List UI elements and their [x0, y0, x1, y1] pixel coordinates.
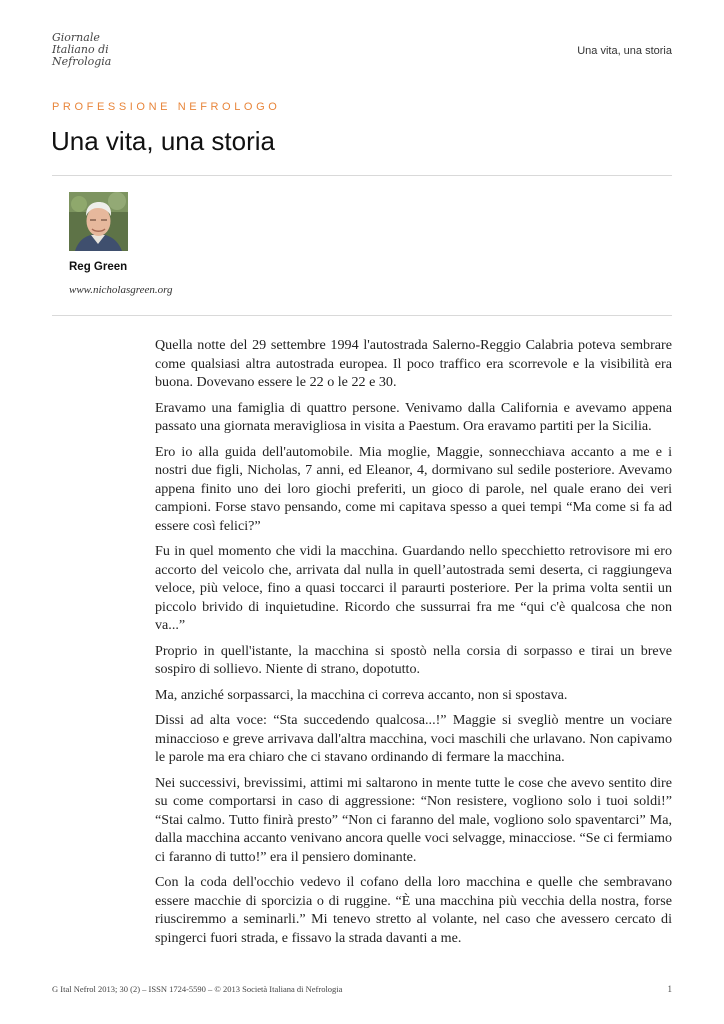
journal-logo-line: Nefrologia: [52, 55, 112, 68]
paragraph: Proprio in quell'istante, la macchina si spostò nella corsia di sorpasso e tirai un breve sospiro di sollievo. Niente di strano, dopotutto.: [155, 642, 672, 677]
paragraph: Eravamo una famiglia di quattro persone. Venivamo dalla California e avevamo appena passato una giornata meravigliosa in visita a Paestum. Ora eravamo partiti per la Sicilia.: [155, 399, 672, 434]
paragraph: Quella notte del 29 settembre 1994 l'autostrada Salerno-Reggio Calabria poteva sembrare come qualsiasi altra autostrada europea. Il poco traffico era scorrevole e la visibilità era buona. Dovevano essere le 22 o le 22 e 30.: [155, 337, 672, 390]
section-label: PROFESSIONE NEFROLOGO: [52, 101, 281, 113]
journal-logo-line: Italiano di: [52, 43, 109, 56]
divider: [52, 175, 672, 176]
divider: [52, 315, 672, 316]
page-number: 1: [667, 984, 672, 994]
paragraph: Con la coda dell'occhio vedevo il cofano della loro macchina e quelle che sembravano essere macchie di sporcizia o di ruggine. “È una macchina più vecchia della nostra, forse riusciremmo a seminarli.” Mi tenevo stretto al volante, nel caso che avessero cercato di spingerci fuori strada, e fissavo la strada davanti a me.: [155, 874, 672, 946]
author-name: Reg Green: [69, 261, 128, 273]
paragraph: Ma, anziché sorpassarci, la macchina ci correva accanto, non si spostava.: [155, 686, 568, 703]
article-body: [155, 336, 672, 948]
paragraph: Nei successivi, brevissimi, attimi mi saltarono in mente tutte le cose che avevo sentito dire su come comportarsi in caso di aggressione: “Non resistere, vogliono solo i tuoi soldi!” “Stai calmo. Tutto finirà presto” “Non ci faranno del male, vogliono solo spaventarci” Ma, dalla macchina accanto venivano ancora quelle voci selvagge, minacciose. “Se ci fermiamo ci faranno di tutto!” era il pensiero dominante.: [155, 774, 672, 865]
journal-logo-line: Giornale: [52, 31, 100, 44]
author-photo: [69, 192, 128, 251]
paragraph: Fu in quel momento che vidi la macchina. Guardando nello specchietto retrovisore mi ero accorto del veicolo che, arrivata dal nulla in quell’autostrada semi deserta, ci raggiungeva veloce, più veloce, fino a quasi toccarci il paraurti posteriore. Per la prima volta sentii un piccolo brivido di inquietudine. Ricordo che sussurrai fra me “qui c'è qualcosa che non va...”: [155, 543, 672, 633]
running-head: Una vita, una storia: [577, 45, 672, 57]
article-title: Una vita, una storia: [51, 126, 276, 156]
author-website: www.nicholasgreen.org: [69, 284, 173, 296]
paragraph: Dissi ad alta voce: “Sta succedendo qualcosa...!” Maggie si svegliò mentre un vociare minaccioso e greve arrivava dall'altra macchina, voci maschili che urlavano. Non capivamo le parole ma era chiaro che ci stavano ordinando di fermare la macchina.: [155, 712, 672, 765]
journal-logo: [52, 32, 111, 68]
paragraph: Ero io alla guida dell'automobile. Mia moglie, Maggie, sonnecchiava accanto a me e i nostri due figli, Nicholas, 7 anni, ed Eleanor, 4, dormivano sul sedile posteriore. Avevamo appena finito uno dei loro giochi preferiti, un gioco di parole, nel quale erano dei veri campioni. Forse stavo pensando, come mi capitava spesso a quei tempi “Ma come si fa ad essere così felici?”: [155, 443, 672, 534]
footer-citation: G Ital Nefrol 2013; 30 (2) – ISSN 1724-5590 – © 2013 Società Italiana di Nefrologia: [52, 984, 343, 994]
author-portrait-image: [69, 192, 128, 251]
